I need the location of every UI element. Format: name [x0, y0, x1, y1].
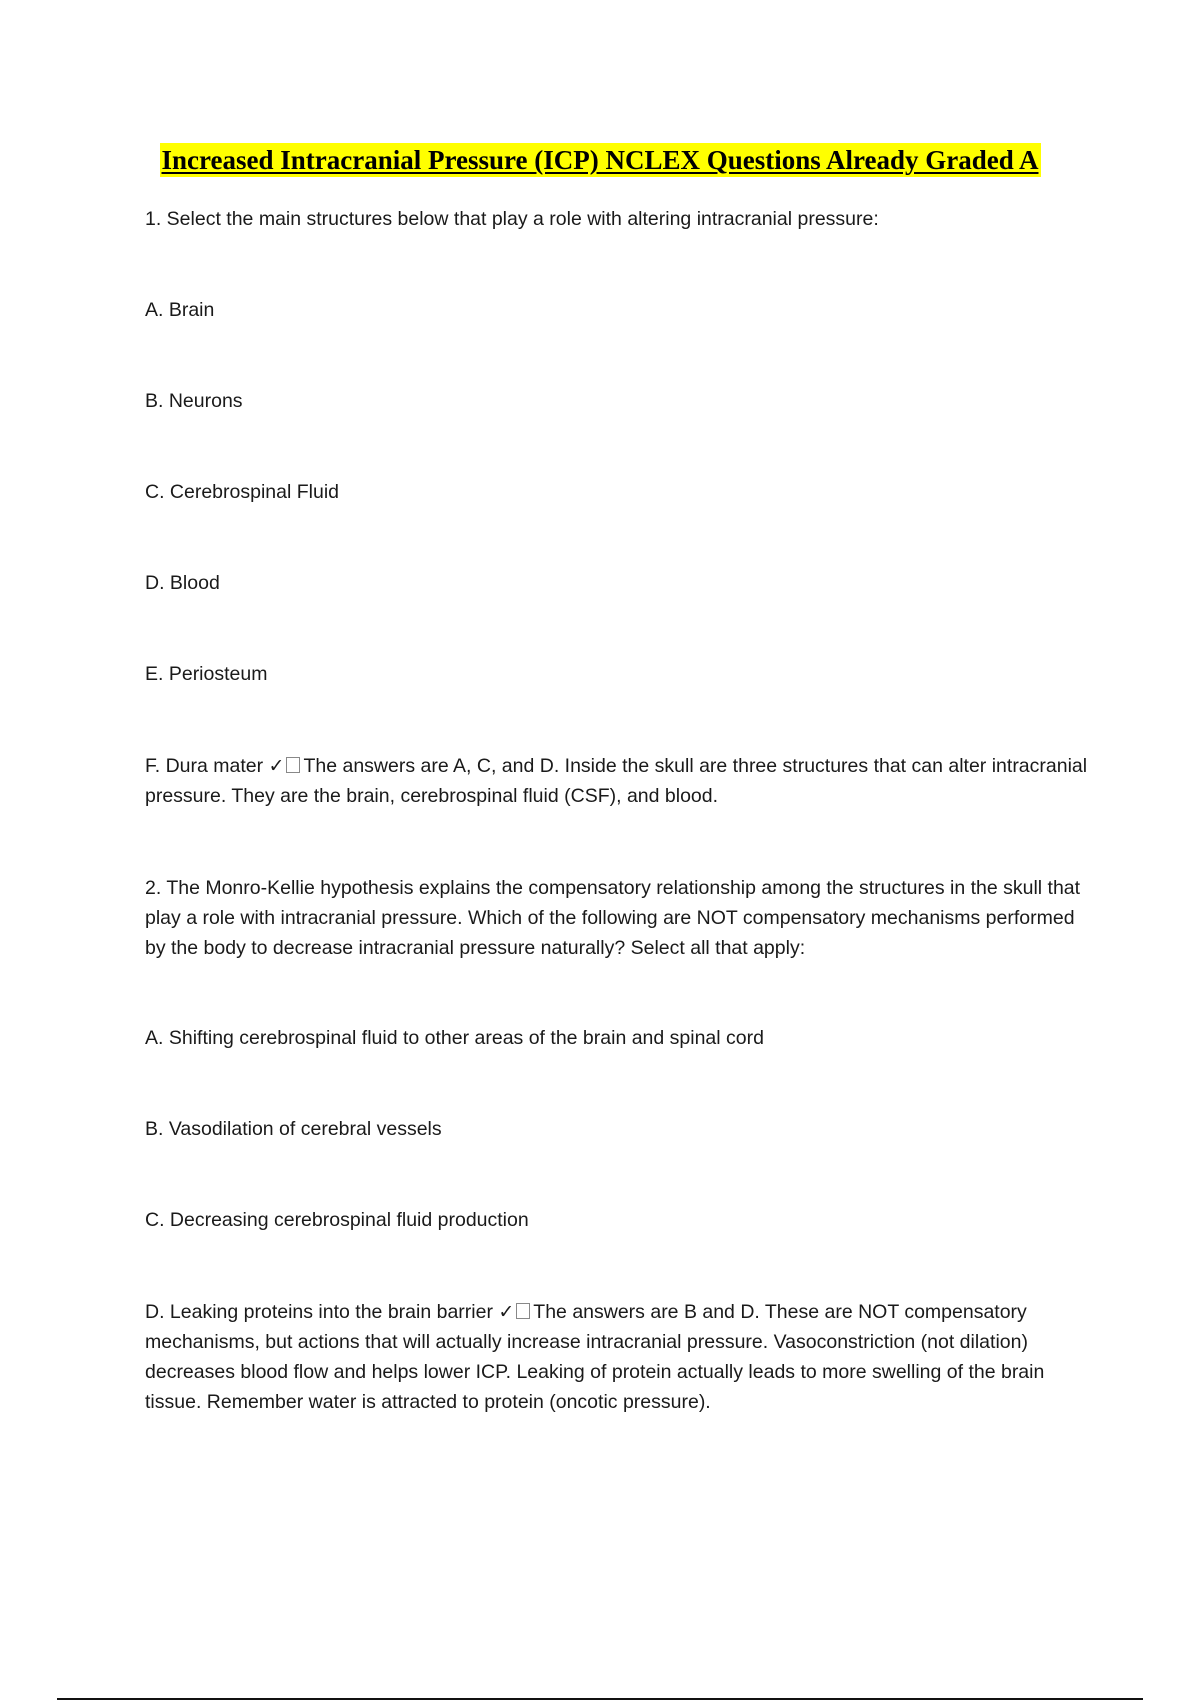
question-2-option-d: D. Leaking proteins into the brain barrier	[145, 1301, 493, 1323]
checkbox-glyph-icon	[286, 757, 300, 773]
question-1-answer-block	[145, 751, 1095, 811]
question-1-stem: 1. Select the main structures below that play a role with altering intracranial pressure:	[145, 208, 879, 230]
question-1-answer: The answers are A, C, and D. Inside the skull are three structures that can alter intracranial pressure. They are the brain, cerebrospinal fluid (CSF), and blood.	[145, 755, 1088, 807]
question-2-answer-block	[145, 1297, 1095, 1417]
check-icon: ✓	[268, 755, 285, 777]
check-icon: ✓	[498, 1301, 515, 1323]
question-1-option-c: C. Cerebrospinal Fluid	[145, 481, 340, 503]
question-1-option-e: E. Periosteum	[145, 663, 268, 685]
question-2-option-a: A. Shifting cerebrospinal fluid to other areas of the brain and spinal cord	[145, 1027, 764, 1049]
document-title: Increased Intracranial Pressure (ICP) NCLEX Questions Already Graded A	[161, 145, 1039, 175]
question-2-option-c: C. Decreasing cerebrospinal fluid production	[145, 1209, 529, 1231]
question-1-option-b: B. Neurons	[145, 390, 243, 412]
checkbox-glyph-icon	[516, 1303, 530, 1319]
question-2-answer: The answers are B and D. These are NOT compensatory mechanisms, but actions that will actually increase intracranial pressure. Vasoconstriction (not dilation) decreases blood flow and helps lower ICP. Leaking of protein actually leads to more swelling of the brain tissue. Remember water is attracted to protein (oncotic pressure).	[145, 1301, 1045, 1413]
question-1-option-f: F. Dura mater	[145, 755, 264, 777]
question-1-option-a: A. Brain	[145, 299, 215, 321]
question-2-stem: 2. The Monro-Kellie hypothesis explains the compensatory relationship among the structures in the skull that play a role with intracranial pressure. Which of the following are NOT compensatory mechanisms performed by the body to decrease intracranial pressure naturally? Select all that apply:	[145, 877, 1081, 959]
title-container	[0, 143, 1200, 177]
question-1-option-d: D. Blood	[145, 572, 220, 594]
question-2-option-b: B. Vasodilation of cerebral vessels	[145, 1118, 442, 1140]
